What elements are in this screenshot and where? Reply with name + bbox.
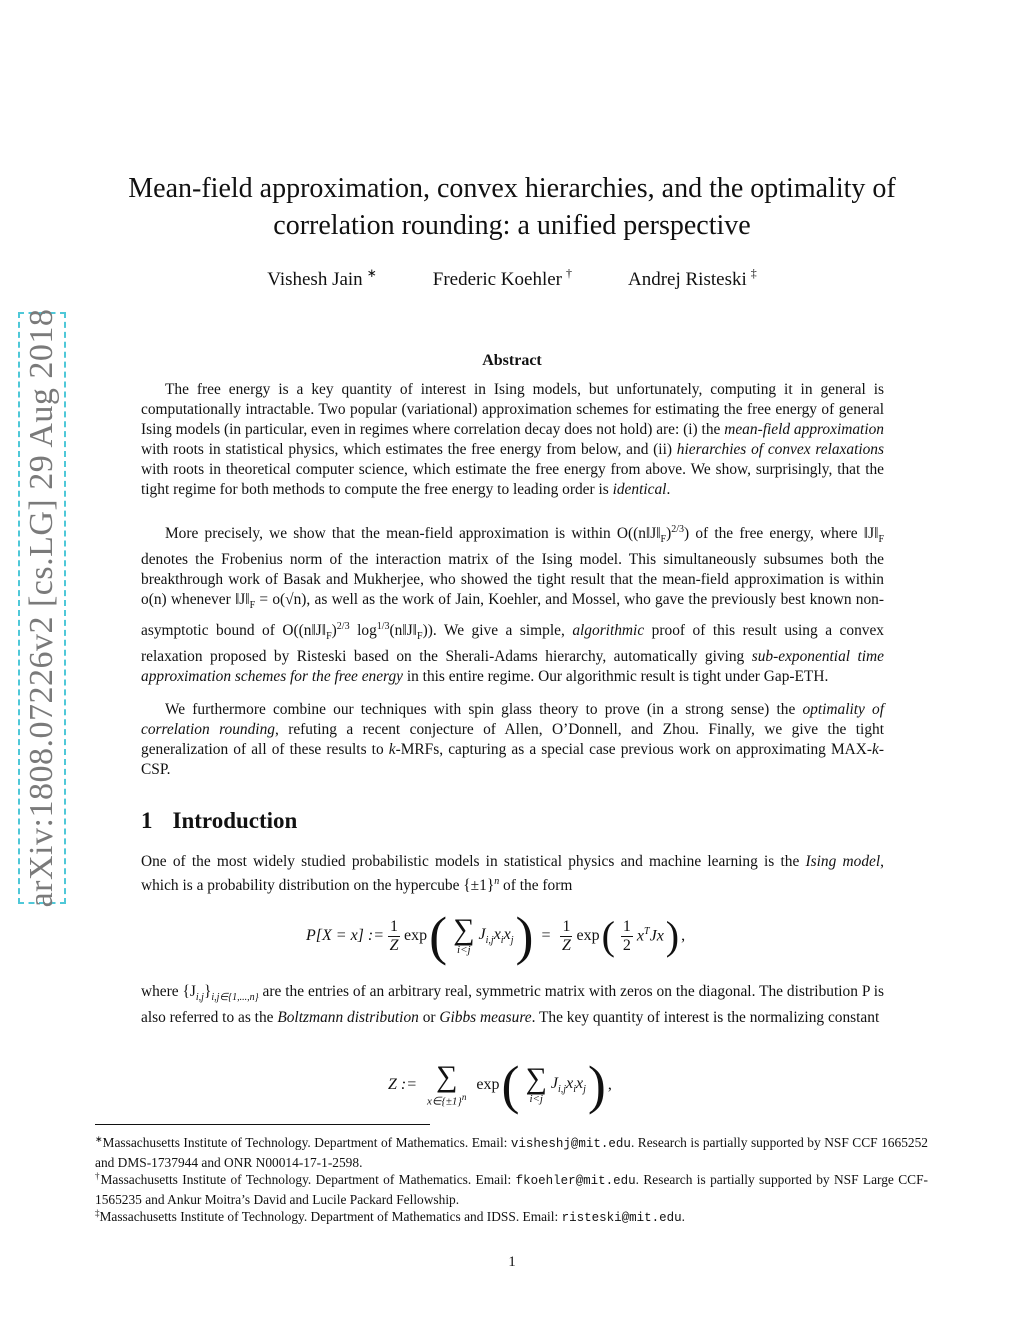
arxiv-stamp-text: arXiv:1808.07226v2 [cs.LG] 29 Aug 2018 <box>23 308 60 908</box>
body-paragraph: One of the most widely studied probabilistic models in statistical physics and machine learning is the Ising model, which is a probability distribution on the hypercube $\{\pm 1\}^n$ of the form <box>141 853 885 895</box>
footnote-rule <box>95 1124 430 1125</box>
paper-title <box>100 170 924 244</box>
equation-ising: P[X = x] := $\frac{1}{Z}$ exp ( ∑ i<j $J_{i,j}x_ix_j$ ) = $\frac{1}{Z}$ exp ( $\frac{1}{2}$ $x^TJx$ ) , <box>306 906 686 966</box>
abstract-paragraph: More precisely, we show that the mean-field approximation is within $O((n‖J‖_F)^{2/3})$ of the free energy, where $‖J‖_F$ denotes the Frobenius norm of the interaction matrix of the Ising model. This simultaneously subsumes both the breakthrough work of Basak and Mukherjee, who showed the tight result that the mean-field approximation is within o(n) whenever $‖J‖_F = o(√n)$, as well as the work of Jain, Koehler, and Mossel, who gave the previously best known non-asymptotic bound of $O((n‖J‖_F)^{2/3}$ $\log^{1/3}(n‖J‖_F)$). We give a simple, algorithmic proof of this result using a convex relaxation proposed by Risteski based on the Sherali-Adams hierarchy, automatically giving sub-exponential time approximation schemes for the free energy in this entire regime. Our algorithmic result is tight under Gap-ETH. <box>141 524 885 686</box>
arxiv-stamp <box>18 308 66 908</box>
footnote: †Massachusetts Institute of Technology. Department of Mathematics. Email: fkoehler@mit.edu. Research is partially supported by NSF Large CCF-1565235 and Ankur Moitra’s David and Lucile Packard Fellowship. <box>95 1171 929 1207</box>
email-link[interactable]: fkoehler@mit.edu <box>515 1174 636 1188</box>
email-link[interactable]: visheshj@mit.edu <box>510 1137 631 1151</box>
author: Andrej Risteski ‡ <box>628 266 757 290</box>
page-number: 1 <box>508 1254 516 1270</box>
body-paragraph: where $\{J_{i,j}\}_{i,j\in\{1,...,n\}}$ are the entries of an arbitrary real, symmetric matrix with zeros on the diagonal. The distribution P is also referred to as the Boltzmann distribution or Gibbs measure. The key quantity of interest is the normalizing constant <box>141 983 884 1027</box>
email-link[interactable]: risteski@mit.edu <box>561 1211 682 1225</box>
footnote: ∗Massachusetts Institute of Technology. Department of Mathematics. Email: visheshj@mit.edu. Research is partially supported by NSF CCF 1665252 and DMS-1737944 and ONR N00014-17-1-2598. <box>95 1134 928 1170</box>
author: Frederic Koehler † <box>432 266 572 290</box>
section-title: Introduction <box>172 808 298 833</box>
abstract-paragraph: The free energy is a key quantity of interest in Ising models, but unfortunately, computing it in general is computationally intractable. Two popular (variational) approximation schemes for estimating the free energy of general Ising models (in particular, even in regimes where correlation decay does not hold) are: (i) the mean-field approximation with roots in statistical physics, which estimates the free energy from below, and (ii) hierarchies of convex relaxations with roots in theoretical computer science, which estimate the free energy from above. We show, surprisingly, that the tight regime for both methods to compute the free energy to leading order is identical. <box>141 381 884 499</box>
equation-partition-function: Z := ∑ $x\in\{\pm 1\}^n$ exp ( ∑ i<j $J_{i,j}x_ix_j$ ) , <box>388 1055 612 1115</box>
title-line-1: Mean-field approximation, convex hierarchies, and the optimality of <box>128 173 896 204</box>
author: Vishesh Jain ∗ <box>267 266 377 290</box>
section-number: 1 <box>141 808 153 833</box>
authors <box>100 266 924 291</box>
title-line-2: correlation rounding: a unified perspective <box>273 210 751 241</box>
abstract-paragraph: We furthermore combine our techniques with spin glass theory to prove (in a strong sense) the optimality of correlation rounding, refuting a recent conjecture of Allen, O’Donnell, and Zhou. Finally, we give the tight generalization of all of these results to k-MRFs, capturing as a special case previous work on approximating MAX-k-CSP. <box>141 701 885 779</box>
abstract-heading: Abstract <box>482 352 542 369</box>
footnote: ‡Massachusetts Institute of Technology. Department of Mathematics and IDSS. Email: risteski@mit.edu. <box>95 1208 685 1225</box>
section-heading <box>141 808 297 834</box>
